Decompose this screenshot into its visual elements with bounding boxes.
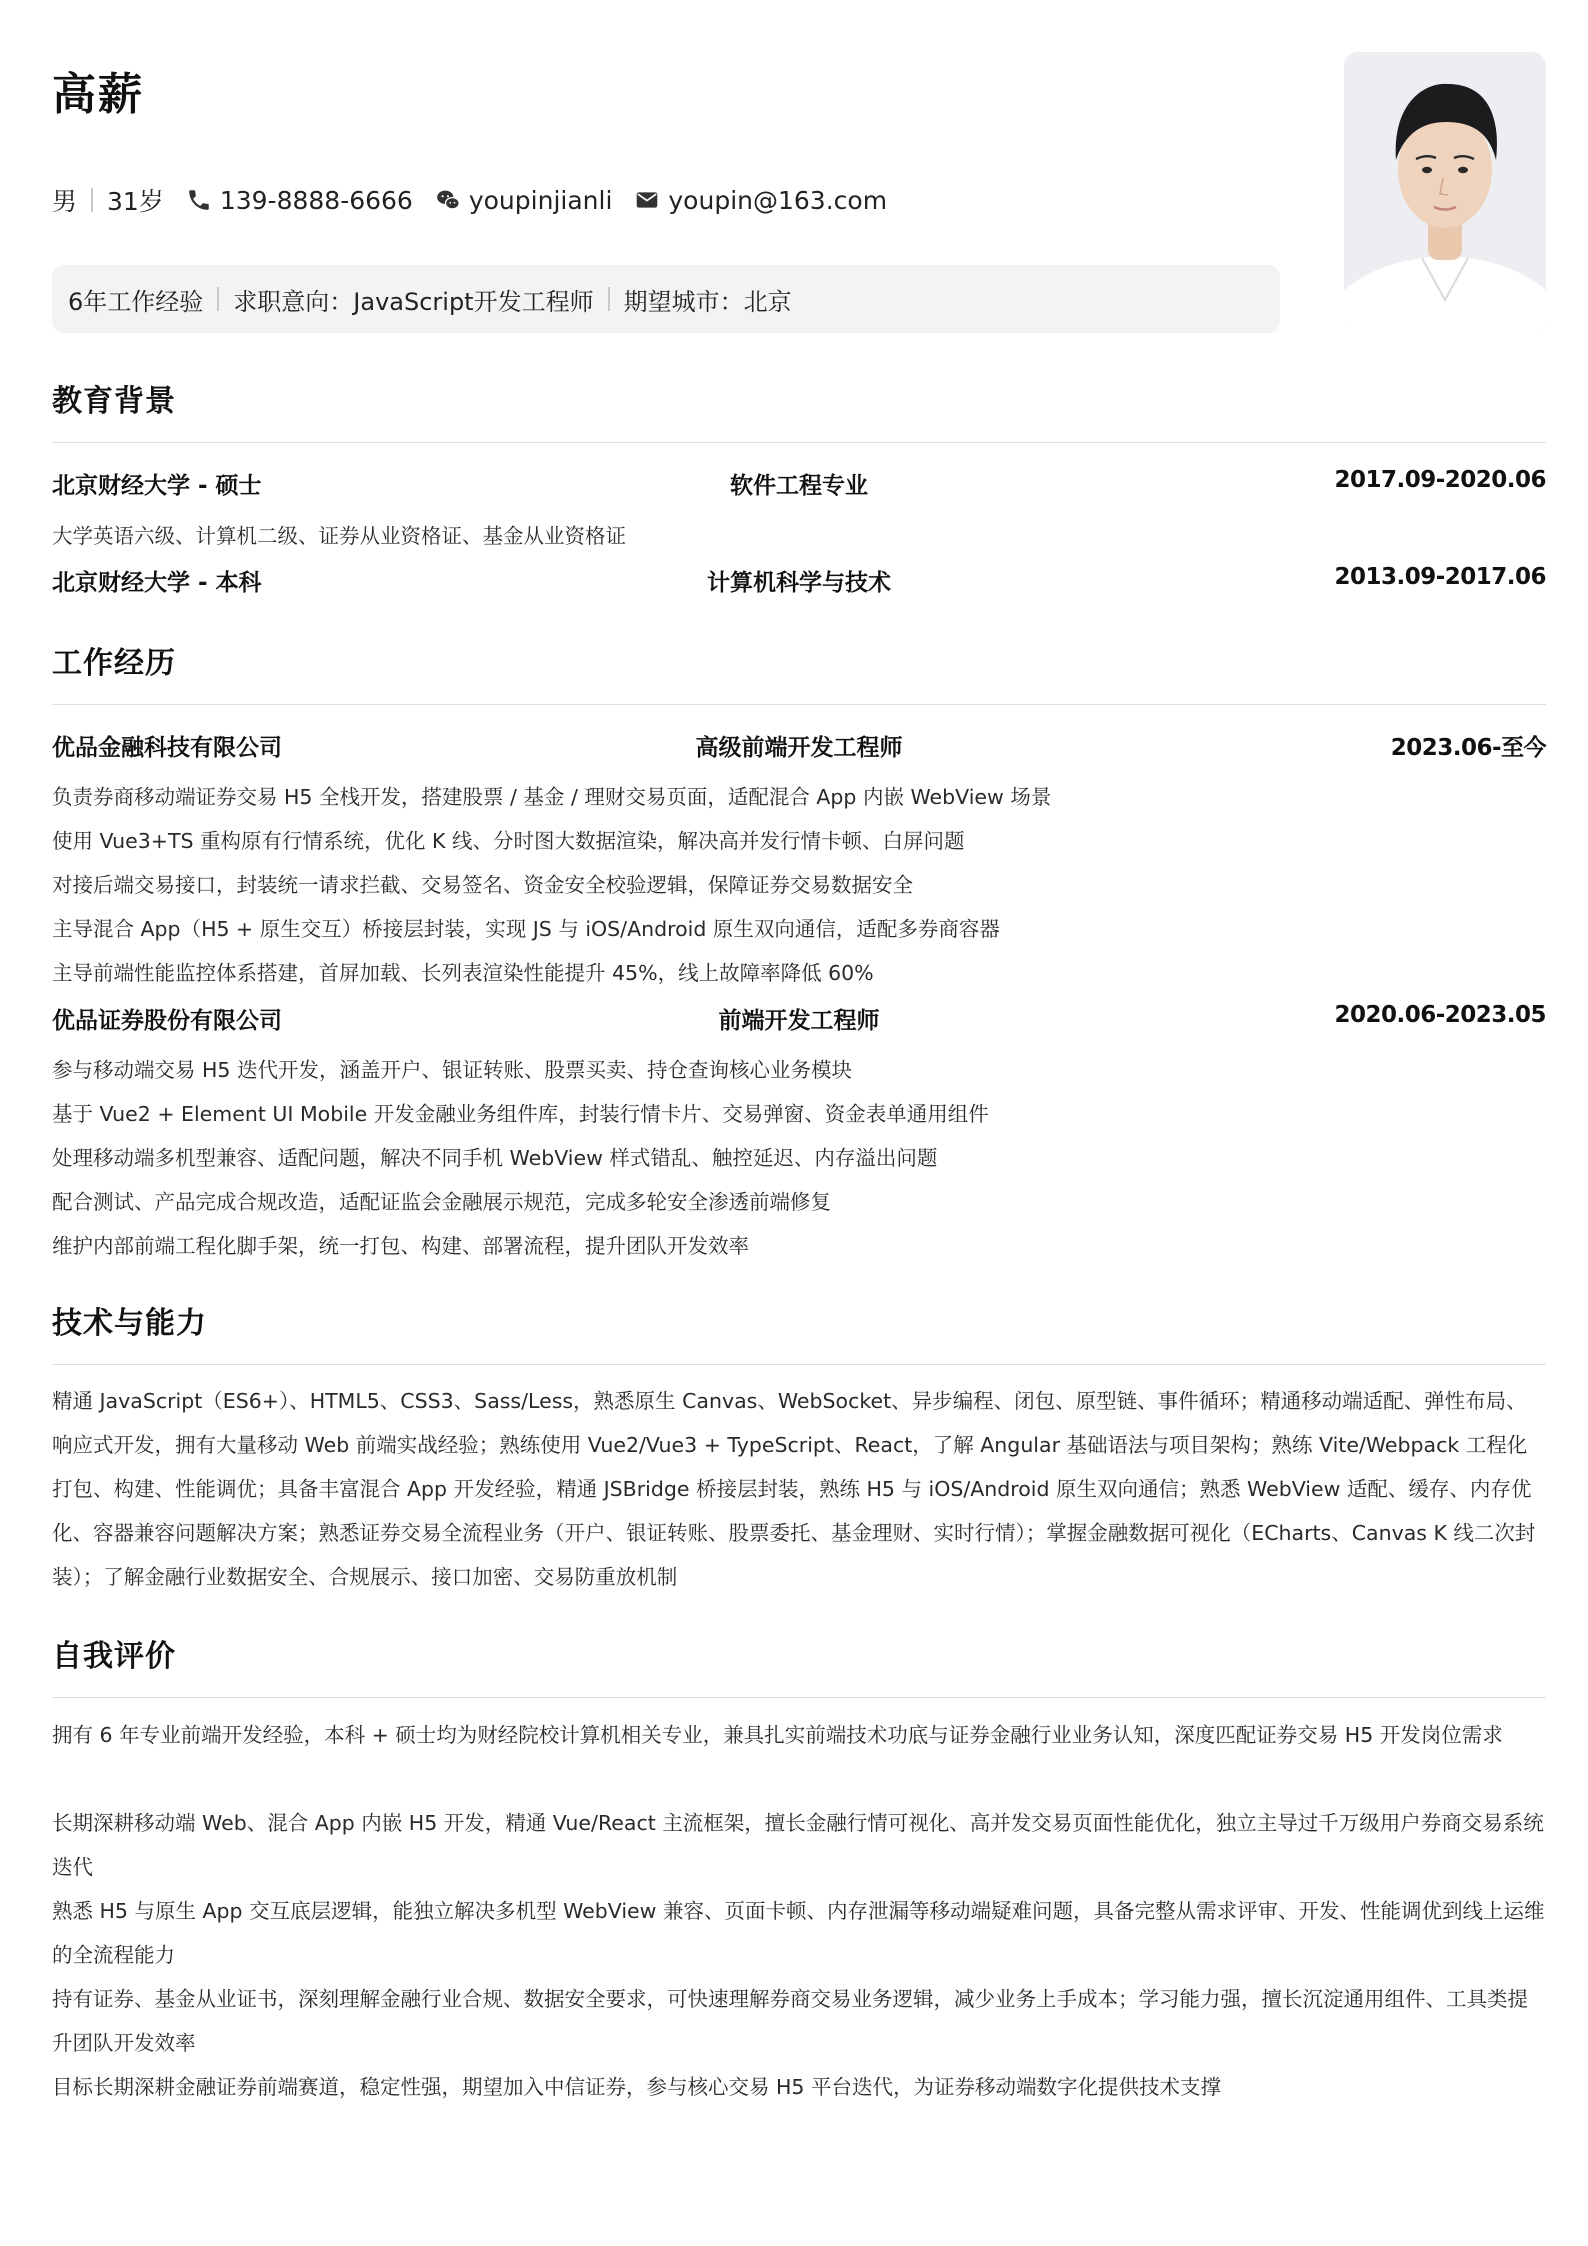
expected-city: 期望城市：北京 [623, 287, 792, 316]
education-note: 大学英语六级、计算机二级、证券从业资格证、基金从业资格证 [52, 524, 626, 548]
major: 计算机科学与技术 [707, 570, 891, 596]
role: 高级前端开发工程师 [695, 735, 903, 761]
section-divider [52, 1697, 1546, 1698]
job-row [52, 1002, 1546, 1034]
phone-number[interactable]: 139-8888-6666 [219, 185, 413, 215]
job-bullet: 主导前端性能监控体系搭建，首屏加载、长列表渲染性能提升 45%，线上故障率降低 60% [52, 961, 874, 985]
school-degree: 北京财经大学 - 本科 [52, 570, 262, 596]
self-eval-paragraph: 拥有 6 年专业前端开发经验，本科 + 硕士均为财经院校计算机相关专业，兼具扎实前端技术功底与证券金融行业业务认知，深度匹配证券交易 H5 开发岗位需求 [52, 1723, 1503, 1747]
experience-years: 6年工作经验 [68, 287, 204, 316]
divider [217, 287, 219, 311]
job-intention: 求职意向：JavaScript开发工程师 [233, 287, 594, 316]
gender: 男 [52, 187, 78, 216]
self-eval-paragraph: 持有证券、基金从业证书，深刻理解金融行业合规、数据安全要求，可快速理解券商交易业务逻辑，减少业务上手成本；学习能力强，擅长沉淀通用组件、工具类提升团队开发效率 [52, 1987, 1528, 2055]
education-row [52, 467, 1546, 499]
company: 优品证券股份有限公司 [52, 1008, 282, 1034]
job-bullet: 负责券商移动端证券交易 H5 全栈开发，搭建股票 / 基金 / 理财交易页面，适配混合 App 内嵌 WebView 场景 [52, 785, 1052, 809]
work-title: 工作经历 [52, 646, 176, 681]
self-eval-paragraph: 目标长期深耕金融证券前端赛道，稳定性强，期望加入中信证券，参与核心交易 H5 平台迭代，为证券移动端数字化提供技术支撑 [52, 2075, 1221, 2099]
job-bullet: 主导混合 App（H5 + 原生交互）桥接层封装，实现 JS 与 iOS/Android 原生双向通信，适配多券商容器 [52, 917, 1000, 941]
period: 2020.06-2023.05 [1334, 1002, 1546, 1028]
self-eval-paragraph: 长期深耕移动端 Web、混合 App 内嵌 H5 开发，精通 Vue/React 主流框架，擅长金融行情可视化、高并发交易页面性能优化，独立主导过千万级用户券商交易系统迭代 [52, 1811, 1544, 1879]
summary-bar [52, 265, 1280, 333]
self-eval-title: 自我评价 [52, 1639, 176, 1674]
job-row [52, 729, 1546, 761]
email-address[interactable]: youpin@163.com [668, 185, 888, 215]
self-eval-paragraph: 熟悉 H5 与原生 App 交互底层逻辑，能独立解决多机型 WebView 兼容、页面卡顿、内存泄漏等移动端疑难问题，具备完整从需求评审、开发、性能调优到线上运维的全流程能力 [52, 1899, 1545, 1967]
age: 31岁 [107, 187, 164, 216]
school-degree: 北京财经大学 - 硕士 [52, 473, 262, 499]
role: 前端开发工程师 [718, 1008, 880, 1034]
divider [608, 287, 610, 311]
section-divider [52, 1364, 1546, 1365]
job-bullet: 处理移动端多机型兼容、适配问题，解决不同手机 WebView 样式错乱、触控延迟、内存溢出问题 [52, 1146, 938, 1170]
period: 2017.09-2020.06 [1334, 467, 1546, 493]
skills-text: 精通 JavaScript（ES6+）、HTML5、CSS3、Sass/Less，熟悉原生 Canvas、WebSocket、异步编程、闭包、原型链、事件循环；精通移动端适配、弹性布局、响应式开发，拥有大量移动 Web 前端实战经验；熟练使用 Vue2/Vue3 + TypeScript、React，了解 Angular 基础语法与项目架构；熟练 Vite/Webpack 工程化打包、构建、性能调优；具备丰富混合 App 开发经验，精通 JSBridge 桥接层封装，熟练 H5 与 iOS/Android 原生双向通信；熟悉 WebView 适配、缓存、内存优化、容器兼容问题解决方案；熟悉证券交易全流程业务（开户、银证转账、股票委托、基金理财、实时行情）；掌握金融数据可视化（ECharts、Canvas K 线二次封装）；了解金融行业数据安全、合规展示、接口加密、交易防重放机制 [52, 1389, 1536, 1589]
section-divider [52, 704, 1546, 705]
job-bullet: 配合测试、产品完成合规改造，适配证监会金融展示规范，完成多轮安全渗透前端修复 [52, 1190, 831, 1214]
phone-icon [186, 187, 212, 213]
profile-photo [1344, 52, 1546, 334]
job-bullet: 基于 Vue2 + Element UI Mobile 开发金融业务组件库，封装行情卡片、交易弹窗、资金表单通用组件 [52, 1102, 989, 1126]
education-title: 教育背景 [52, 384, 176, 419]
job-bullet: 对接后端交易接口，封装统一请求拦截、交易签名、资金安全校验逻辑，保障证券交易数据安全 [52, 873, 913, 897]
period: 2023.06-至今 [1390, 735, 1546, 761]
section-divider [52, 442, 1546, 443]
company: 优品金融科技有限公司 [52, 735, 282, 761]
job-bullet: 维护内部前端工程化脚手架，统一打包、构建、部署流程，提升团队开发效率 [52, 1234, 749, 1258]
email-icon [634, 187, 660, 213]
contact-bar [52, 180, 887, 220]
candidate-name: 高薪 [52, 69, 144, 120]
skills-title: 技术与能力 [52, 1306, 207, 1341]
wechat-id[interactable]: youpinjianli [468, 185, 613, 215]
period: 2013.09-2017.06 [1334, 564, 1546, 590]
divider [91, 188, 93, 212]
job-bullet: 参与移动端交易 H5 迭代开发，涵盖开户、银证转账、股票买卖、持仓查询核心业务模块 [52, 1058, 852, 1082]
job-bullet: 使用 Vue3+TS 重构原有行情系统，优化 K 线、分时图大数据渲染，解决高并发行情卡顿、白屏问题 [52, 829, 965, 853]
wechat-icon [435, 187, 461, 213]
major: 软件工程专业 [730, 473, 868, 499]
education-row [52, 564, 1546, 596]
